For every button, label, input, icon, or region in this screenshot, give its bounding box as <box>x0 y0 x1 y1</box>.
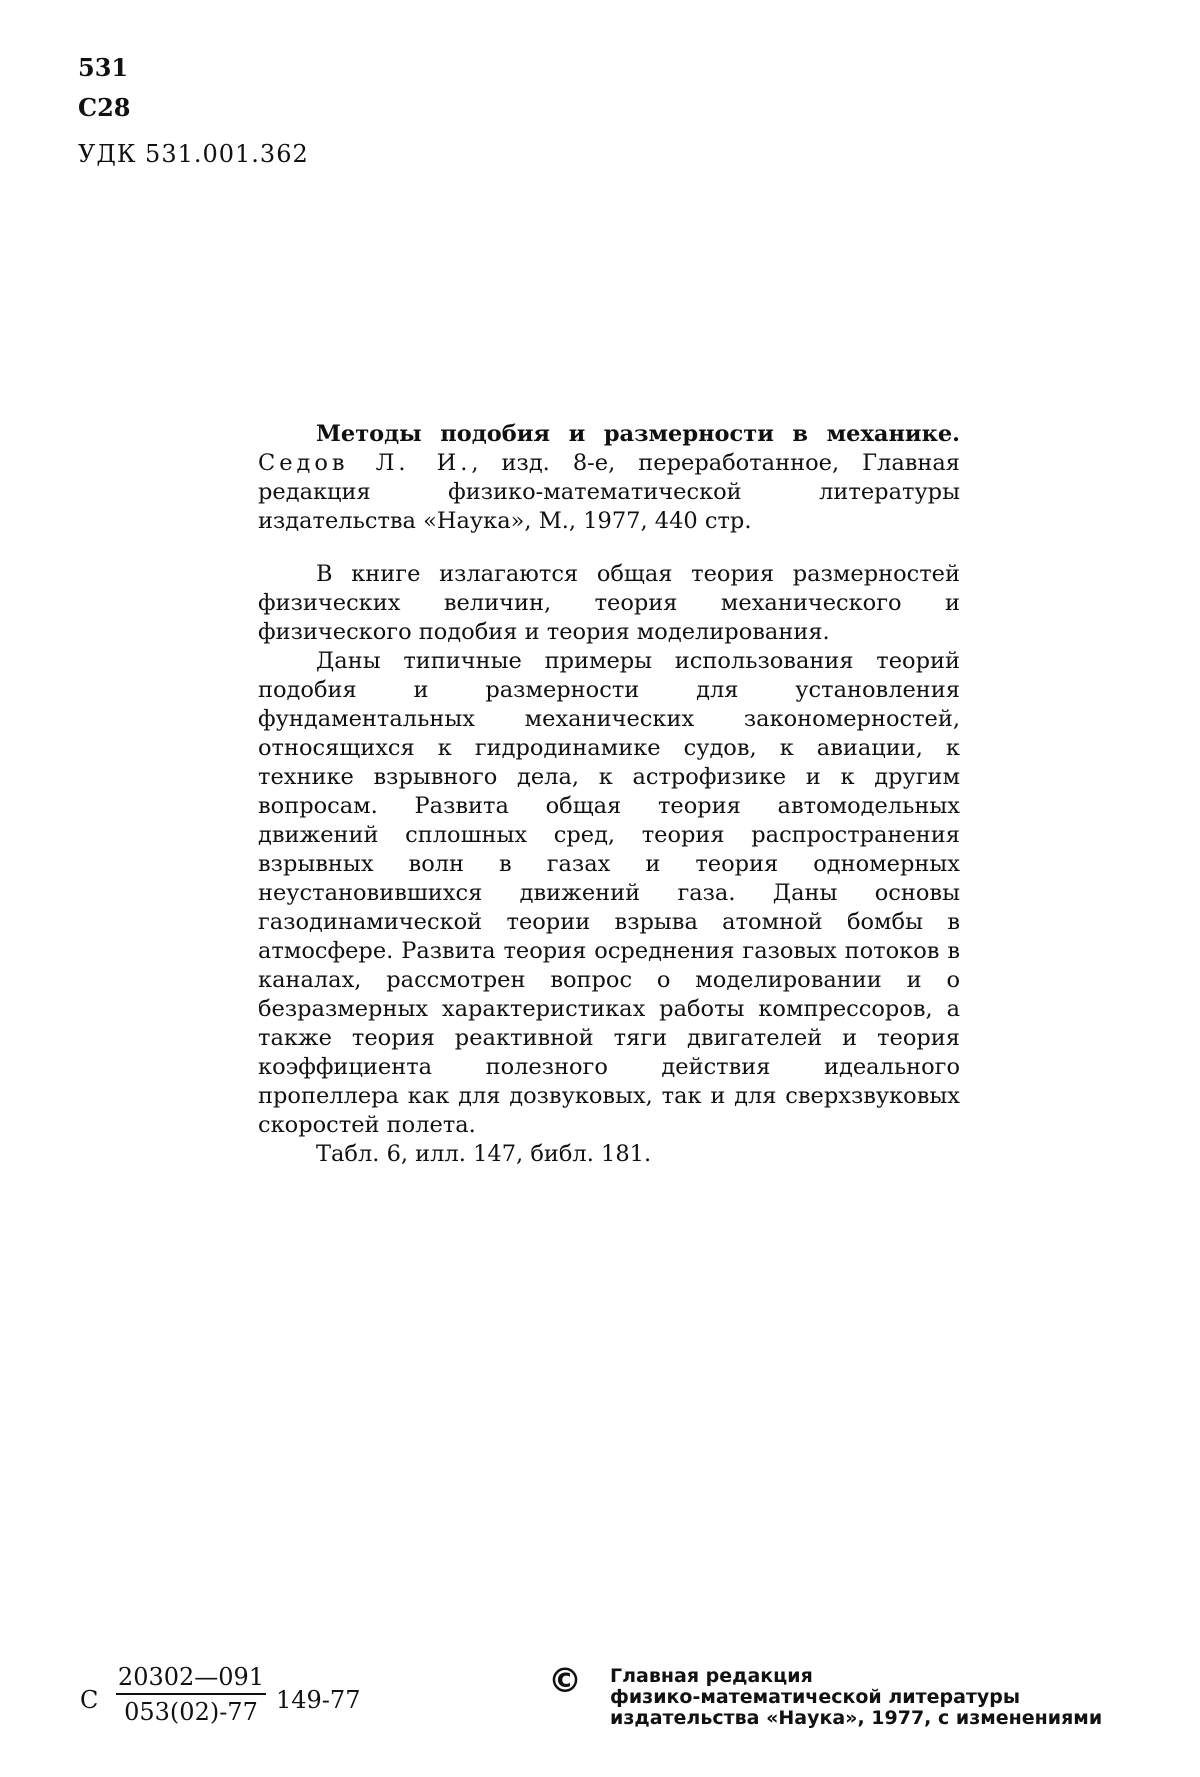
udk-code: УДК 531.001.362 <box>78 140 309 168</box>
abstract-block <box>258 420 960 1169</box>
book-author: Седов Л. И. <box>258 450 472 476</box>
abstract-paragraph-2: Даны типичные примеры использования теорий подобия и размерности для установления фундаментальных механических закономерностей, относящихся к гидродинамике судов, к авиации, к технике взрывного дела, к астрофизике и к другим вопросам. Развита общая теория автомодельных движений сплошных сред, теория распространения взрывных волн в газах и теория одномерных неустановившихся движений газа. Даны основы газодинамической теории взрыва атомной бомбы в атмосфере. Развита теория осреднения газовых потоков в каналах, рассмотрен вопрос о моделировании и о безразмерных характеристиках работы компрессоров, а также теория реактивной тяги двигателей и теория коэффициента полезного действия идеального пропеллера как для дозвуковых, так и для сверхзвуковых скоростей полета. <box>258 648 960 1138</box>
catalog-code-fraction <box>116 1662 266 1727</box>
book-title: Методы подобия и размерности в механике. <box>316 421 960 447</box>
copyright-line-2: физико-математической литературы <box>610 1686 1021 1708</box>
copyright-icon: © <box>548 1661 582 1701</box>
classification-codes <box>78 48 309 174</box>
class-code-line-1: 531 <box>78 53 129 82</box>
fraction-bar <box>116 1693 266 1695</box>
copyright-line-3: издательства «Наука», 1977, с изменениями <box>610 1707 1103 1729</box>
catalog-code-letter: С <box>80 1686 99 1714</box>
catalog-code-numerator: 20302—091 <box>117 1663 265 1691</box>
abstract-paragraph-3: Табл. 6, илл. 147, библ. 181. <box>316 1141 652 1167</box>
catalog-code-denominator: 053(02)-77 <box>124 1698 258 1726</box>
edition-details: , изд. 8-е, переработанное, Главная редакция физико-математической литературы издательства «Наука», М., 1977, 440 стр. <box>258 450 961 534</box>
copyright-text <box>610 1666 1102 1729</box>
class-code-line-2: С28 <box>78 93 131 122</box>
copyright-line-1: Главная редакция <box>610 1665 813 1687</box>
bibliographic-description <box>258 420 960 536</box>
catalog-code-suffix: 149-77 <box>276 1686 361 1714</box>
abstract-paragraph-1: В книге излагаются общая теория размерностей физических величин, теория механического и физического подобия и теория моделирования. <box>258 561 960 645</box>
